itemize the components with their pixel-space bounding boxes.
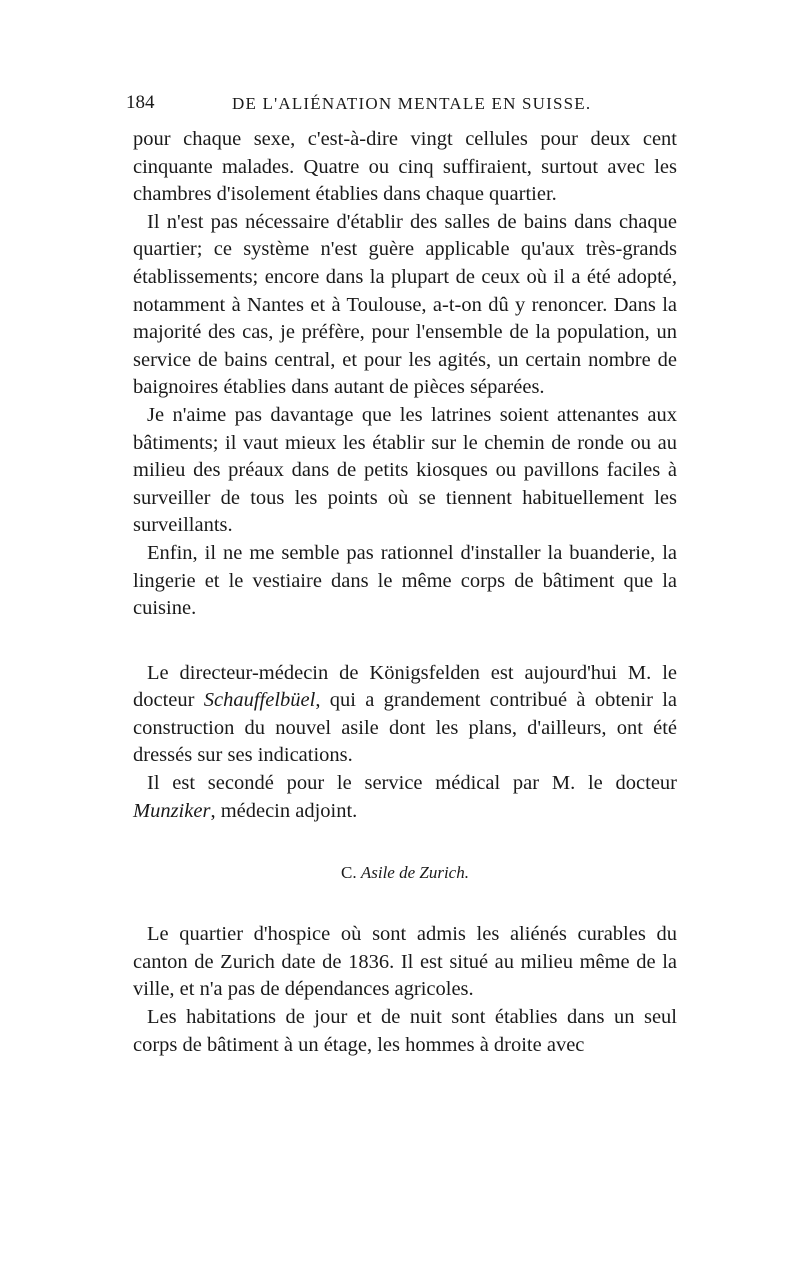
paragraph-latrines: Je n'aime pas davantage que les latrines soient attenantes aux bâtiments; il vaut mieux les établir sur le chemin de ronde ou au milieu des préaux dans de petits kiosques ou pavillons faciles à surveiller de tous les points où se tiennent habituellement les surveillants. <box>133 403 677 537</box>
section-heading <box>133 859 677 887</box>
assistant-text-after: , médecin adjoint. <box>210 799 358 822</box>
director-name: Schauffelbüel <box>203 689 316 712</box>
paragraph-director <box>133 660 677 770</box>
paragraph-assistant <box>133 770 677 825</box>
page-number: 184 <box>126 92 155 113</box>
section-letter: C. <box>341 863 357 883</box>
section-spacer-top <box>133 825 677 859</box>
page-header <box>126 92 676 120</box>
paragraph-zurich-quarter: Le quartier d'hospice où sont admis les aliénés curables du canton de Zurich date de 1836. Il est situé au milieu même de la ville, et n'a pas de dépendances agricoles. <box>133 923 677 1001</box>
assistant-text-before: Il est secondé pour le service médical par M. le docteur <box>147 772 677 795</box>
paragraph-baths: Il n'est pas nécessaire d'établir des salles de bains dans chaque quartier; ce système n'est guère applicable qu'aux très-grands établissements; encore dans la plupart de ceux où il a été adopté, notamment à Nantes et à Toulouse, a-t-on dû y renoncer. Dans la majorité des cas, je préfère, pour l'ensemble de la population, un service de bains central, et pour les agités, un certain nombre de baignoires établies dans autant de pièces séparées. <box>133 210 677 399</box>
paragraph-laundry: Enfin, il ne me semble pas rationnel d'installer la buanderie, la lingerie et le vestiaire dans le même corps de bâtiment que la cuisine. <box>133 541 677 620</box>
director-text-after: , qui a grandement contribué à obtenir la construction du nouvel asile dont les plans, d'ailleurs, ont été dressés sur ses indications. <box>133 689 677 767</box>
page-body <box>133 126 677 1059</box>
assistant-name: Munziker <box>133 799 211 822</box>
paragraph-cells-continuation: pour chaque sexe, c'est-à-dire vingt cellules pour deux cent cinquante malades. Quatre ou cinq suffiraient, surtout avec les chambres d'isolement établies dans chaque quartier. <box>133 128 677 206</box>
paragraph-spacer <box>133 623 677 660</box>
section-name: Asile de Zurich. <box>360 863 469 883</box>
paragraph-zurich-habitations: Les habitations de jour et de nuit sont établies dans un seul corps de bâtiment à un étage, les hommes à droite avec <box>133 1006 677 1056</box>
section-spacer-bottom <box>133 887 677 921</box>
running-title: DE L'ALIÉNATION MENTALE EN SUISSE. <box>232 94 592 113</box>
director-text-before: Le directeur-médecin de Königsfelden est aujourd'hui M. le docteur <box>133 661 677 712</box>
